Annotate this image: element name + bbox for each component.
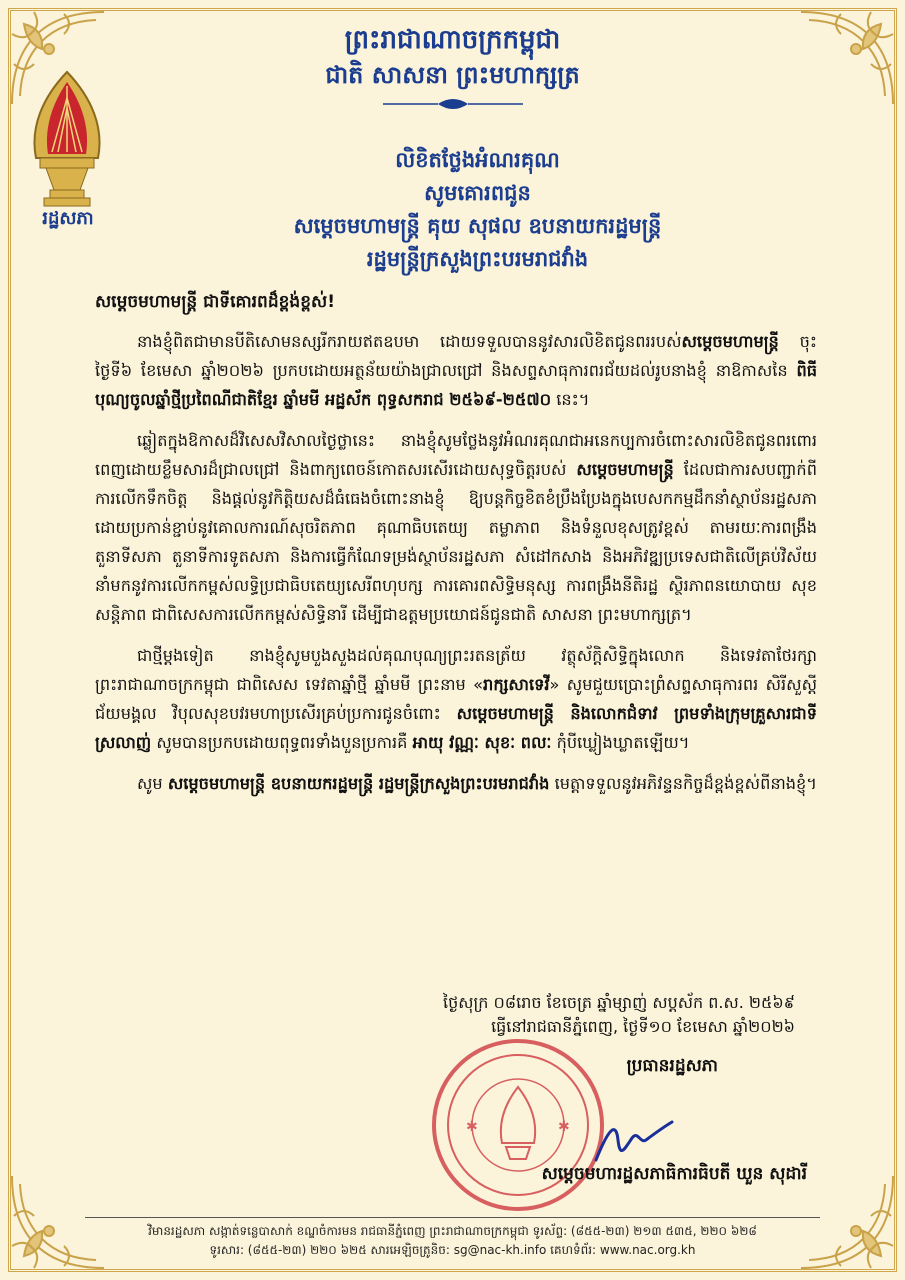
body-text: កុំបីឃ្លៀងឃ្លាតឡើយ។ [551, 733, 690, 752]
addressee-intro: សូមគោរពជូន [424, 181, 531, 205]
signer-name: សម្ដេចមហារដ្ឋសភាធិការធិបតី ឃួន សុដារី [541, 1164, 807, 1184]
bold-text: អាយុ វណ្ណៈ សុខៈ ពលៈ [412, 733, 552, 752]
body-paragraph-1 [95, 327, 817, 414]
letter-title-block [140, 144, 815, 276]
corner-ornament-icon [791, 4, 901, 114]
letter-title: លិខិតថ្លែងអំណរគុណ [395, 148, 560, 172]
body-paragraph-2 [95, 426, 817, 629]
body-text: ឆ្លៀតក្នុងឱកាសដ៏វិសេសវិសាលថ្ងៃថ្លានេះ នាងខ្ញុំសូមថ្លែងនូវអំណរគុណជាអនេកប្បការចំពោះសារលិខិតជូនពរពោរពេញដោយខ្លឹមសារដ៏ជ្រាលជ្រៅ និងពាក្យពេចន៍កោតសរសើរដោយសុទ្ធចិត្តរបស់ [95, 431, 817, 479]
bold-text: សម្ដេចមហាមន្ត្រី និងលោកជំទាវ ព្រមទាំងក្រុមគ្រួសារជាទីស្រលាញ់ [95, 704, 817, 752]
letter-footer [85, 1222, 820, 1260]
handwritten-signature-icon [588, 1110, 678, 1170]
body-text: នាងខ្ញុំពិតជាមានបីតិសោមនស្សរីករាយឥតឧបមា ដោយទទួលបាននូវសារលិខិតជូនពររបស់ [137, 332, 682, 351]
addressee-name: សម្ដេចមហាមន្ត្រី គុយ សុផល ឧបនាយករដ្ឋមន្ត្រី [293, 214, 662, 238]
letter-header [180, 22, 725, 116]
body-text: សូមបានប្រកបដោយពុទ្ធពរទាំងបួនប្រការគឺ [151, 733, 413, 752]
body-text: ដែលជាការសបញ្ជាក់ពីការលើកទឹកចិត្ត និងផ្ដល់នូវកិត្តិយសដ៏ធំធេងចំពោះនាងខ្ញុំ ឱ្យបន្តកិច្ចខិតខំប្រឹងប្រែងក្នុងបេសកកម្មដឹកនាំស្ថាប័នរដ្ឋសភា ដោយប្រកាន់ខ្ជាប់នូវគោលការណ៍សុចរិតភាព គុណាធិបតេយ្យ តម្លាភាព និងទំនួលខុសត្រូវខ្ពស់ តាមរយៈការពង្រឹងតួនាទីសភា តួនាទីការទូតសភា និងការធ្វើកំណែទម្រង់ស្ថាប័នរដ្ឋសភា សំដៅកសាង និងអភិវឌ្ឍប្រទេសជាតិលើគ្រប់វិស័យ នាំមកនូវការលើកកម្ពស់លទ្ធិប្រជាធិបតេយ្យសេរីពហុបក្ស ការគោរពសិទ្ធិមនុស្ស ការពង្រឹងនីតិរដ្ឋ ស្ថិរភាពនយោបាយ សុខសន្តិភាព ជាពិសេសការលើកកម្ពស់សិទ្ធិនារី ដើម្បីជាឧត្តមប្រយោជន៍ជូនជាតិ សាសនា ព្រះមហាក្សត្រ។ [95, 460, 817, 624]
bold-text: រាក្សសាទេវី [483, 675, 550, 694]
body-text: មេត្តាទទួលនូវអភិវន្ទនកិច្ចដ៏ខ្ពង់ខ្ពស់ពីនាងខ្ញុំ។ [549, 774, 817, 793]
svg-text:✱: ✱ [466, 1119, 478, 1135]
footer-contact: ទូរសារ: (៨៥៥-២៣) ២២០ ៦២៥ សារអេឡិចត្រូនិច: sg@nac-kh.info គេហទំព័រ: www.nac.org.kh [209, 1243, 696, 1257]
salutation: សម្ដេចមហាមន្ត្រី ជាទីគោរពដ៏ខ្ពង់ខ្ពស់! [95, 292, 335, 312]
dateline [375, 991, 795, 1039]
emblem-label: រដ្ឋសភា [42, 208, 94, 229]
body-text: នេះ។ [551, 390, 590, 409]
body-paragraph-3 [95, 641, 817, 757]
svg-text:✱: ✱ [558, 1119, 570, 1135]
letter-body [95, 288, 817, 810]
addressee-position: រដ្ឋមន្ត្រីក្រសួងព្រះបរមរាជវាំង [366, 247, 589, 271]
kingdom-heading: ព្រះរាជាណាចក្រកម្ពុជា [344, 25, 561, 55]
bold-text: សម្ដេចមហាមន្ត្រី [681, 332, 779, 351]
official-seal-icon [428, 1035, 608, 1215]
national-motto: ជាតិ សាសនា ព្រះមហាក្សត្រ [325, 61, 580, 89]
bold-text: ពិធីបុណ្យចូលឆ្នាំថ្មីប្រពៃណីជាតិខ្មែរ ឆ្នាំមមី អដ្ឋស័ក ពុទ្ធសករាជ ២៥៦៩-២៥៧០ [95, 361, 817, 409]
signer-title: ប្រធានរដ្ឋសភា [626, 1056, 718, 1076]
body-text: ជាថ្មីម្ដងទៀត នាងខ្ញុំសូមបួងសួងដល់គុណបុណ្យព្រះរតនត្រ័យ វត្ថុស័ក្តិសិទ្ធិក្នុងលោក និងទេវតាថែរក្សាព្រះរាជាណាចក្រកម្ពុជា ជាពិសេស ទេវតាឆ្នាំថ្មី ឆ្នាំមមី ព្រះនាម « [95, 646, 817, 694]
divider-ornament-icon [378, 96, 528, 112]
solar-date: ធ្វើនៅរាជធានីភ្នំពេញ, ថ្ងៃទី១០ ខែមេសា ឆ្នាំ២០២៦ [491, 1017, 795, 1036]
lunar-date: ថ្ងៃសុក្រ ០៨រោច ខែចេត្រ ឆ្នាំម្សាញ់ សប្តស័ក ព.ស. ២៥៦៩ [442, 993, 795, 1012]
body-text: » សូមជួយប្រោះព្រំសព្ទសាធុការពរ សិរីសួស្ដី ជ័យមង្គល វិបុលសុខបវរមហាប្រសើរគ្រប់ប្រការជូនចំពោះ [95, 675, 817, 723]
bold-text: សម្ដេចមហាមន្ត្រី ឧបនាយករដ្ឋមន្ត្រី រដ្ឋមន្ត្រីក្រសួងព្រះបរមរាជវាំង [167, 774, 550, 793]
body-text: ចុះថ្ងៃទី៦ ខែមេសា ឆ្នាំ២០២៦ ប្រកបដោយអត្ថន័យយ៉ាងជ្រាលជ្រៅ និងសព្ទសាធុការពរជ័យដល់រូបនាងខ្ញុំ នាឱកាសនៃ [95, 332, 817, 380]
national-assembly-emblem-icon [22, 68, 112, 218]
bold-text: សម្ដេចមហាមន្ត្រី [576, 460, 674, 479]
body-text: សូម [137, 774, 168, 793]
footer-divider [85, 1217, 820, 1218]
body-paragraph-4 [95, 769, 817, 798]
footer-address: វិមានរដ្ឋសភា សង្កាត់ទន្លេបាសាក់ ខណ្ឌចំការមន រាជធានីភ្នំពេញ ព្រះរាជាណាចក្រកម្ពុជា ទូរស័ព្ទ: (៨៥៥-២៣) ២១៣ ៥៣៥, ២២០ ៦២៨ [148, 1224, 757, 1238]
